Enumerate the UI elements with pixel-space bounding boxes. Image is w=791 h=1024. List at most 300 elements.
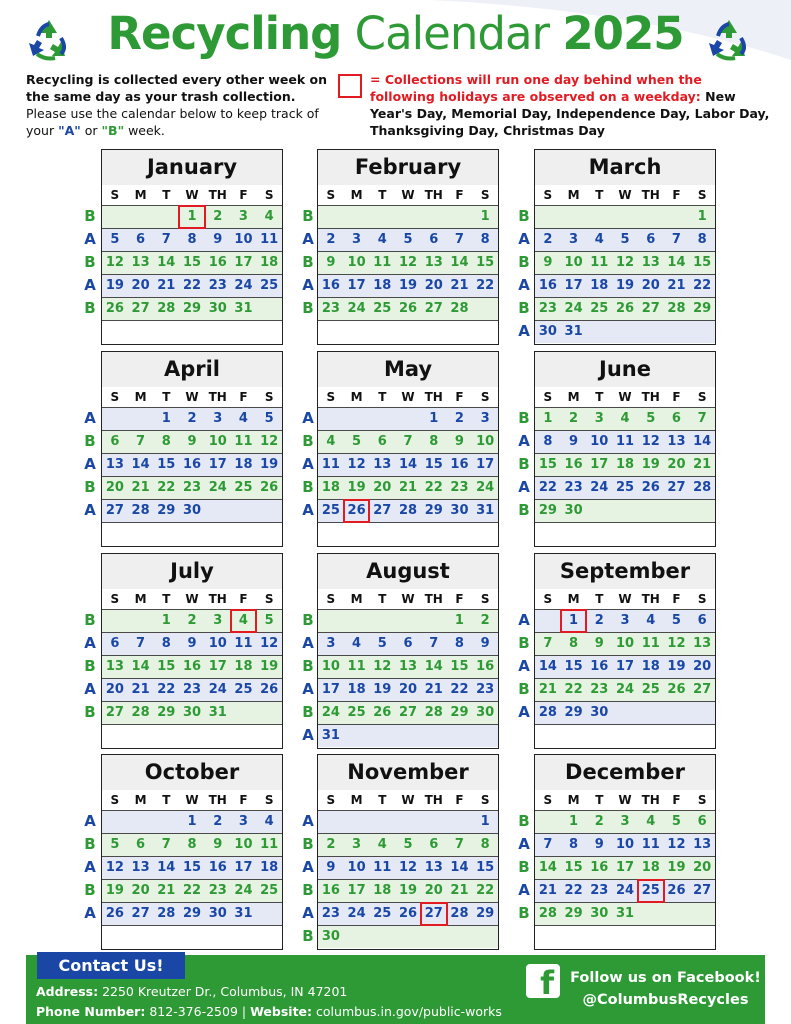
week-row <box>535 655 715 678</box>
empty-day-cell <box>472 298 498 320</box>
weekday-header: T <box>595 390 604 404</box>
page-title <box>0 6 791 62</box>
week-label-a: A <box>518 276 530 294</box>
empty-day-cell <box>205 725 231 747</box>
week-label-a: A <box>518 703 530 721</box>
empty-day-cell <box>102 811 128 833</box>
empty-day-cell <box>369 523 395 545</box>
weekday-header: T <box>378 390 387 404</box>
day-cell: 22 <box>157 480 176 495</box>
week-row <box>102 724 282 747</box>
weekday-header: W <box>618 592 632 606</box>
day-cell: 9 <box>594 837 604 852</box>
day-cell: 8 <box>480 232 490 247</box>
day-cell: 1 <box>569 814 579 829</box>
day-cell: 19 <box>398 883 418 898</box>
week-row <box>535 632 715 655</box>
week-row <box>102 632 282 655</box>
day-cell: 17 <box>564 278 583 293</box>
phone-value[interactable]: 812-376-2509 <box>149 1004 238 1019</box>
weekday-header-row <box>535 185 715 205</box>
day-cell: 21 <box>693 457 712 472</box>
day-cell: 2 <box>213 814 223 829</box>
day-cell: 30 <box>590 906 609 921</box>
day-cell: 25 <box>321 503 340 518</box>
day-cell: 13 <box>693 837 712 852</box>
week-row <box>535 609 715 632</box>
weekday-header: S <box>264 592 274 606</box>
day-cell: 18 <box>373 278 392 293</box>
weekday-header: S <box>326 592 336 606</box>
week-row <box>102 678 282 701</box>
address-value: 2250 Kreutzer Dr., Columbus, IN 47201 <box>102 984 348 999</box>
day-cell: 5 <box>671 613 681 628</box>
day-cell: 31 <box>615 906 635 921</box>
day-cell: 6 <box>377 434 387 449</box>
weekday-header: S <box>480 188 490 202</box>
week-label-a: A <box>518 432 530 450</box>
day-cell: 25 <box>641 682 660 697</box>
day-cell: 2 <box>594 814 604 829</box>
empty-day-cell <box>421 321 447 343</box>
empty-day-cell <box>395 206 421 228</box>
day-cell: 15 <box>476 255 495 270</box>
weekday-header: T <box>595 793 604 807</box>
day-cell: 23 <box>590 682 609 697</box>
day-cell: 26 <box>398 301 418 316</box>
day-cell: 23 <box>590 883 609 898</box>
empty-day-cell <box>128 321 154 343</box>
day-cell: 7 <box>543 636 553 651</box>
weekday-header: W <box>185 188 199 202</box>
week-row <box>318 453 498 476</box>
empty-day-cell <box>318 408 344 430</box>
day-cell: 12 <box>667 837 686 852</box>
day-cell: 27 <box>131 906 150 921</box>
day-cell: 21 <box>131 480 150 495</box>
day-cell: 8 <box>161 636 171 651</box>
week-row <box>318 655 498 678</box>
day-cell: 21 <box>157 883 176 898</box>
empty-day-cell <box>102 926 128 948</box>
empty-day-cell <box>421 725 447 747</box>
empty-day-cell <box>318 610 344 632</box>
day-cell: 5 <box>264 613 274 628</box>
week-label-b: B <box>518 812 530 830</box>
day-cell: 31 <box>564 324 583 339</box>
day-cell: 17 <box>234 255 253 270</box>
day-cell: 11 <box>641 837 660 852</box>
week-row <box>318 476 498 499</box>
weekday-header: T <box>162 390 171 404</box>
week-label-b: B <box>84 611 96 629</box>
day-cell: 24 <box>208 480 227 495</box>
day-cell: 19 <box>105 883 124 898</box>
month-name: January <box>102 150 282 185</box>
weekday-header: F <box>239 390 248 404</box>
day-cell: 29 <box>157 503 176 518</box>
day-cell: 31 <box>234 906 253 921</box>
week-label-a: A <box>84 455 96 473</box>
day-cell: 2 <box>326 837 336 852</box>
week-label-a: A <box>84 409 96 427</box>
day-cell: 12 <box>398 255 418 270</box>
day-cell: 7 <box>161 232 171 247</box>
weekday-header: M <box>350 390 363 404</box>
week-label-a: A <box>518 611 530 629</box>
day-cell: 21 <box>538 682 557 697</box>
week-label-a: A <box>84 858 96 876</box>
empty-day-cell <box>638 500 664 522</box>
week-label-b: B <box>84 657 96 675</box>
day-cell: 4 <box>377 232 387 247</box>
day-cell: 3 <box>352 837 362 852</box>
day-cell: 16 <box>590 659 609 674</box>
week-row <box>102 833 282 856</box>
empty-day-cell <box>664 523 690 545</box>
day-cell: 1 <box>161 411 171 426</box>
day-cell: 14 <box>538 659 557 674</box>
day-cell: 25 <box>234 682 253 697</box>
week-row <box>318 833 498 856</box>
empty-day-cell <box>205 523 231 545</box>
week-row <box>535 407 715 430</box>
day-cell: 9 <box>213 232 223 247</box>
day-cell: 20 <box>641 278 660 293</box>
weekday-header: F <box>455 592 464 606</box>
day-cell: 5 <box>671 814 681 829</box>
empty-day-cell <box>638 725 664 747</box>
weekday-header: S <box>326 793 336 807</box>
empty-day-cell <box>179 321 205 343</box>
empty-day-cell <box>689 702 715 724</box>
day-cell: 11 <box>234 636 253 651</box>
empty-day-cell <box>421 811 447 833</box>
day-cell: 18 <box>234 659 253 674</box>
day-cell: 17 <box>208 457 227 472</box>
weekday-header: M <box>567 592 580 606</box>
week-label-a: A <box>302 501 314 519</box>
day-cell: 14 <box>667 255 686 270</box>
facebook-icon[interactable]: f <box>526 964 560 998</box>
day-cell: 15 <box>476 860 495 875</box>
weekday-header: W <box>618 390 632 404</box>
day-cell: 18 <box>373 883 392 898</box>
empty-day-cell <box>689 926 715 948</box>
day-cell: 28 <box>157 301 176 316</box>
day-cell: 16 <box>182 457 202 472</box>
weekday-header: TH <box>208 592 227 606</box>
day-cell: 29 <box>538 503 557 518</box>
empty-day-cell <box>256 321 282 343</box>
empty-day-cell <box>205 926 231 948</box>
weekday-header: T <box>378 188 387 202</box>
empty-day-cell <box>638 206 664 228</box>
day-cell: 27 <box>424 301 443 316</box>
weekday-header: T <box>162 592 171 606</box>
weekday-header-row <box>535 387 715 407</box>
day-cell: 4 <box>646 613 656 628</box>
day-cell: 12 <box>373 659 392 674</box>
day-cell: 16 <box>321 278 340 293</box>
week-label-a: A <box>84 634 96 652</box>
day-cell: 26 <box>398 906 418 921</box>
day-cell: 21 <box>450 883 469 898</box>
day-cell: 18 <box>615 457 635 472</box>
day-cell: 1 <box>480 209 490 224</box>
empty-day-cell <box>395 811 421 833</box>
week-row <box>535 810 715 833</box>
week-row <box>318 407 498 430</box>
day-cell: 12 <box>105 860 124 875</box>
day-cell: 25 <box>260 278 279 293</box>
weekday-header-row <box>318 790 498 810</box>
week-row <box>102 879 282 902</box>
day-cell: 3 <box>213 613 223 628</box>
empty-day-cell <box>179 926 205 948</box>
week-label-b: B <box>302 253 314 271</box>
day-cell: 16 <box>208 255 227 270</box>
day-cell: 13 <box>641 255 660 270</box>
weekday-header: M <box>350 188 363 202</box>
day-cell: 18 <box>590 278 609 293</box>
day-cell: 8 <box>543 434 553 449</box>
day-cell: 9 <box>594 636 604 651</box>
day-cell: 11 <box>615 434 635 449</box>
day-cell: 10 <box>234 837 253 852</box>
week-row <box>102 453 282 476</box>
week-label-a: A <box>302 276 314 294</box>
empty-day-cell <box>128 725 154 747</box>
empty-day-cell <box>128 408 154 430</box>
day-cell: 12 <box>347 457 366 472</box>
day-cell: 14 <box>693 434 712 449</box>
day-cell: 21 <box>538 883 557 898</box>
day-cell: 29 <box>424 503 443 518</box>
day-cell: 17 <box>234 860 253 875</box>
weekday-header: M <box>567 390 580 404</box>
empty-day-cell <box>344 523 370 545</box>
weekday-header: S <box>480 592 490 606</box>
day-cell: 2 <box>326 232 336 247</box>
day-cell: 19 <box>373 682 392 697</box>
weekday-header: T <box>595 188 604 202</box>
day-cell: 7 <box>136 434 146 449</box>
day-cell: 8 <box>429 434 439 449</box>
day-cell: 30 <box>182 705 202 720</box>
day-cell: 27 <box>373 503 392 518</box>
day-cell: 7 <box>161 837 171 852</box>
empty-day-cell <box>421 610 447 632</box>
week-label-b: B <box>302 432 314 450</box>
day-cell: 23 <box>564 480 583 495</box>
month-november <box>317 754 499 950</box>
weekday-header: M <box>134 390 147 404</box>
weekday-header: M <box>350 592 363 606</box>
empty-day-cell <box>535 610 561 632</box>
empty-day-cell <box>256 702 282 724</box>
week-label-a: A <box>518 835 530 853</box>
day-cell: 27 <box>641 301 660 316</box>
website-link[interactable]: columbus.in.gov/public-works <box>316 1004 502 1019</box>
day-cell: 16 <box>208 860 227 875</box>
week-row <box>318 228 498 251</box>
day-cell: 16 <box>590 860 609 875</box>
day-cell: 24 <box>234 883 253 898</box>
weekday-header: S <box>480 793 490 807</box>
day-cell: 20 <box>693 860 712 875</box>
day-cell: 6 <box>110 636 120 651</box>
weekday-header: T <box>595 592 604 606</box>
week-row <box>535 879 715 902</box>
day-cell: 9 <box>569 434 579 449</box>
day-cell: 24 <box>615 682 635 697</box>
day-cell: 15 <box>182 860 202 875</box>
week-row <box>318 632 498 655</box>
day-cell: 19 <box>641 457 660 472</box>
day-cell: 24 <box>347 906 366 921</box>
intro-text <box>26 71 336 139</box>
week-row <box>535 251 715 274</box>
weekday-header: F <box>672 188 681 202</box>
week-row <box>318 205 498 228</box>
day-cell: 22 <box>182 883 202 898</box>
week-label-a: A <box>518 478 530 496</box>
week-row <box>535 228 715 251</box>
day-cell: 17 <box>590 457 609 472</box>
weekday-header: S <box>264 188 274 202</box>
weekday-header-row <box>102 185 282 205</box>
empty-day-cell <box>638 523 664 545</box>
day-cell: 22 <box>538 480 557 495</box>
empty-day-cell <box>612 206 638 228</box>
empty-day-cell <box>395 321 421 343</box>
week-row <box>102 655 282 678</box>
empty-day-cell <box>395 725 421 747</box>
day-cell: 29 <box>182 906 202 921</box>
empty-day-cell <box>447 926 473 948</box>
weekday-header-row <box>535 790 715 810</box>
day-cell: 19 <box>347 480 366 495</box>
empty-day-cell <box>102 610 128 632</box>
weekday-header: TH <box>641 793 660 807</box>
day-cell: 3 <box>238 814 248 829</box>
title-word-calendar: Calendar <box>354 7 550 60</box>
empty-day-cell <box>472 926 498 948</box>
holiday-note-red: = Collections will run one day behind when the following holidays are observed on a weekday: <box>370 72 702 104</box>
empty-day-cell <box>128 811 154 833</box>
day-cell: 7 <box>454 837 464 852</box>
weekday-header: S <box>326 188 336 202</box>
empty-day-cell <box>153 926 179 948</box>
day-cell: 28 <box>693 480 712 495</box>
day-cell: 9 <box>454 434 464 449</box>
day-cell: 7 <box>403 434 413 449</box>
day-cell: 13 <box>424 255 443 270</box>
day-cell: 10 <box>208 636 227 651</box>
week-label-a: A <box>302 904 314 922</box>
day-cell: 17 <box>347 883 366 898</box>
day-cell: 24 <box>208 682 227 697</box>
day-cell: 20 <box>373 480 392 495</box>
day-cell: 2 <box>594 613 604 628</box>
week-row <box>102 522 282 545</box>
day-cell: 23 <box>321 906 340 921</box>
empty-day-cell <box>369 725 395 747</box>
holiday-day-cell: 1 <box>179 206 205 228</box>
empty-day-cell <box>369 321 395 343</box>
week-row <box>318 724 498 747</box>
day-cell: 3 <box>238 209 248 224</box>
empty-day-cell <box>231 725 257 747</box>
facebook-follow[interactable] <box>566 967 765 1011</box>
week-label-b: B <box>518 207 530 225</box>
month-name: March <box>535 150 715 185</box>
week-label-b: B <box>518 409 530 427</box>
empty-day-cell <box>612 926 638 948</box>
weekday-header: M <box>350 793 363 807</box>
month-september <box>534 553 716 749</box>
day-cell: 7 <box>671 232 681 247</box>
day-cell: 26 <box>615 301 635 316</box>
day-cell: 6 <box>136 837 146 852</box>
day-cell: 4 <box>264 814 274 829</box>
holiday-note <box>370 71 770 139</box>
empty-day-cell <box>472 321 498 343</box>
day-cell: 30 <box>476 705 495 720</box>
day-cell: 10 <box>615 636 635 651</box>
week-label-b: B <box>84 299 96 317</box>
day-cell: 5 <box>403 837 413 852</box>
day-cell: 15 <box>157 457 176 472</box>
intro-a-label: "A" <box>58 123 81 138</box>
day-cell: 10 <box>347 255 366 270</box>
week-row <box>102 499 282 522</box>
day-cell: 15 <box>424 457 443 472</box>
weekday-header: TH <box>424 390 443 404</box>
day-cell: 19 <box>667 860 686 875</box>
day-cell: 5 <box>110 837 120 852</box>
day-cell: 20 <box>693 659 712 674</box>
day-cell: 12 <box>615 255 635 270</box>
weekday-header: F <box>455 793 464 807</box>
day-cell: 3 <box>594 411 604 426</box>
weekday-header: S <box>264 390 274 404</box>
day-cell: 14 <box>538 860 557 875</box>
weekday-header: F <box>455 390 464 404</box>
week-row <box>102 274 282 297</box>
day-cell: 21 <box>131 682 150 697</box>
day-cell: 16 <box>182 659 202 674</box>
day-cell: 15 <box>693 255 712 270</box>
day-cell: 26 <box>373 705 392 720</box>
day-cell: 13 <box>373 457 392 472</box>
day-cell: 6 <box>646 232 656 247</box>
day-cell: 30 <box>538 324 557 339</box>
day-cell: 3 <box>326 636 336 651</box>
intro-or: or <box>80 123 102 138</box>
day-cell: 7 <box>429 636 439 651</box>
day-cell: 27 <box>693 883 712 898</box>
weekday-header: TH <box>641 390 660 404</box>
week-label-b: B <box>518 858 530 876</box>
empty-day-cell <box>128 610 154 632</box>
empty-day-cell <box>638 702 664 724</box>
weekday-header-row <box>102 589 282 609</box>
day-cell: 28 <box>131 503 150 518</box>
weekday-header: S <box>697 592 707 606</box>
day-cell: 4 <box>377 837 387 852</box>
